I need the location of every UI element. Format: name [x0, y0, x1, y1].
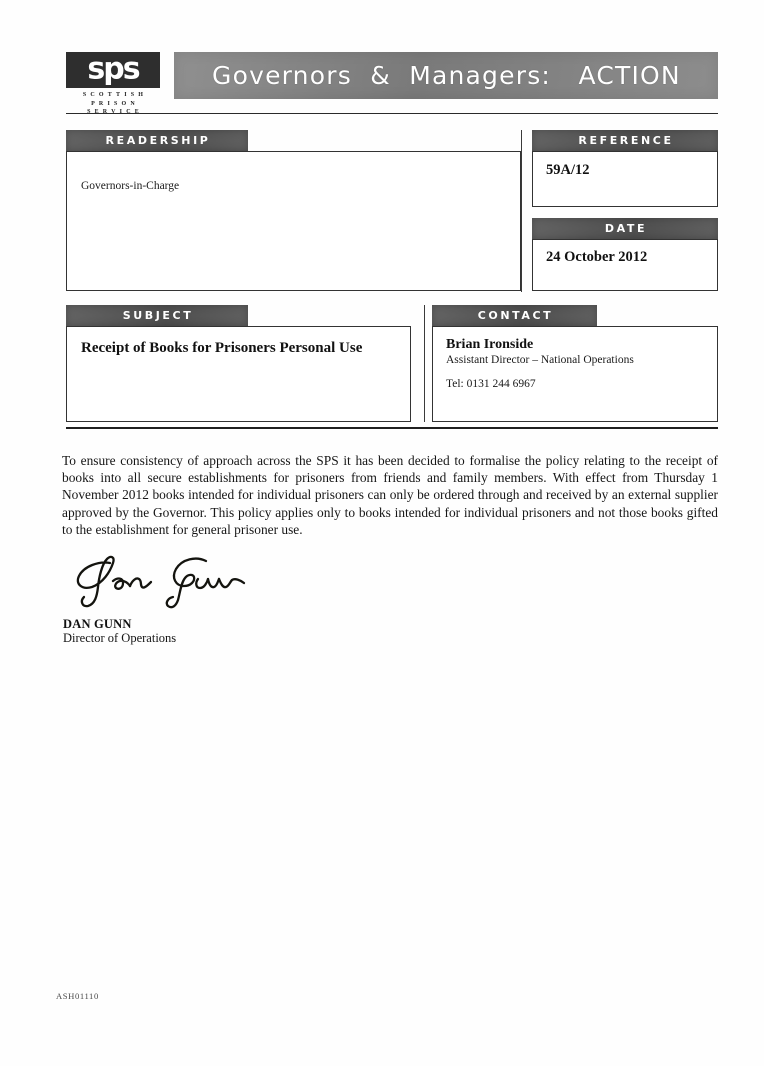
- date-value: 24 October 2012: [546, 249, 648, 265]
- document-header: [66, 52, 718, 115]
- date-label: DATE: [604, 222, 648, 235]
- subject-label: SUBJECT: [122, 309, 194, 322]
- reference-label-tab: [532, 130, 718, 151]
- contact-telephone: Tel: 0131 244 6967: [446, 378, 536, 390]
- sps-logo-line-service: SERVICE: [87, 109, 143, 115]
- sps-logo-line-prison: PRISON: [91, 100, 139, 107]
- contact-label-tab: [432, 305, 597, 326]
- readership-label-tab: [66, 130, 248, 151]
- signature-image: [66, 552, 256, 610]
- reference-value: 59A/12: [546, 162, 590, 178]
- column-divider-lower: [424, 305, 425, 422]
- subject-label-tab: [66, 305, 248, 326]
- date-label-tab: [532, 218, 718, 239]
- reference-label: REFERENCE: [578, 134, 674, 147]
- page-title: Governors & Managers: ACTION: [212, 61, 681, 90]
- fields-grid: [66, 130, 718, 422]
- header-title-bar: [174, 52, 718, 99]
- reference-box: [532, 151, 718, 207]
- date-box: [532, 239, 718, 291]
- contact-name: Brian Ironside: [446, 337, 534, 352]
- contact-label: CONTACT: [477, 309, 554, 322]
- footer-reference-code: ASH01110: [56, 991, 99, 1001]
- subject-box: [66, 326, 411, 422]
- readership-box: [66, 151, 521, 291]
- signoff-role: Director of Operations: [63, 631, 177, 645]
- sps-logo-mark: [66, 52, 160, 88]
- contact-role: Assistant Director – National Operations: [446, 354, 634, 366]
- readership-value: Governors-in-Charge: [81, 180, 180, 192]
- fields-divider-rule: [66, 427, 718, 429]
- column-divider-upper: [521, 130, 522, 292]
- sps-logo: [66, 52, 162, 117]
- header-divider-rule: [66, 113, 718, 114]
- sps-logo-mark-text: sps: [87, 52, 139, 87]
- subject-value: Receipt of Books for Prisoners Personal Use: [81, 340, 363, 356]
- readership-label: READERSHIP: [105, 134, 211, 147]
- sps-logo-line-scottish: SCOTTISH: [82, 92, 148, 98]
- signoff-name: DAN GUNN: [63, 617, 132, 631]
- body-paragraph: To ensure consistency of approach across the SPS it has been decided to formalise the policy relating to the receipt of books into all secure establishments for prisoners from friends and family members. With effect from Thursday 1 November 2012 books intended for individual prisoners can only be ordered through and received by an external supplier approved by the Governor. This policy applies only to books intended for individual prisoners and not those books gifted to the establishment for general prisoner use.: [62, 453, 718, 537]
- contact-box: [432, 326, 718, 422]
